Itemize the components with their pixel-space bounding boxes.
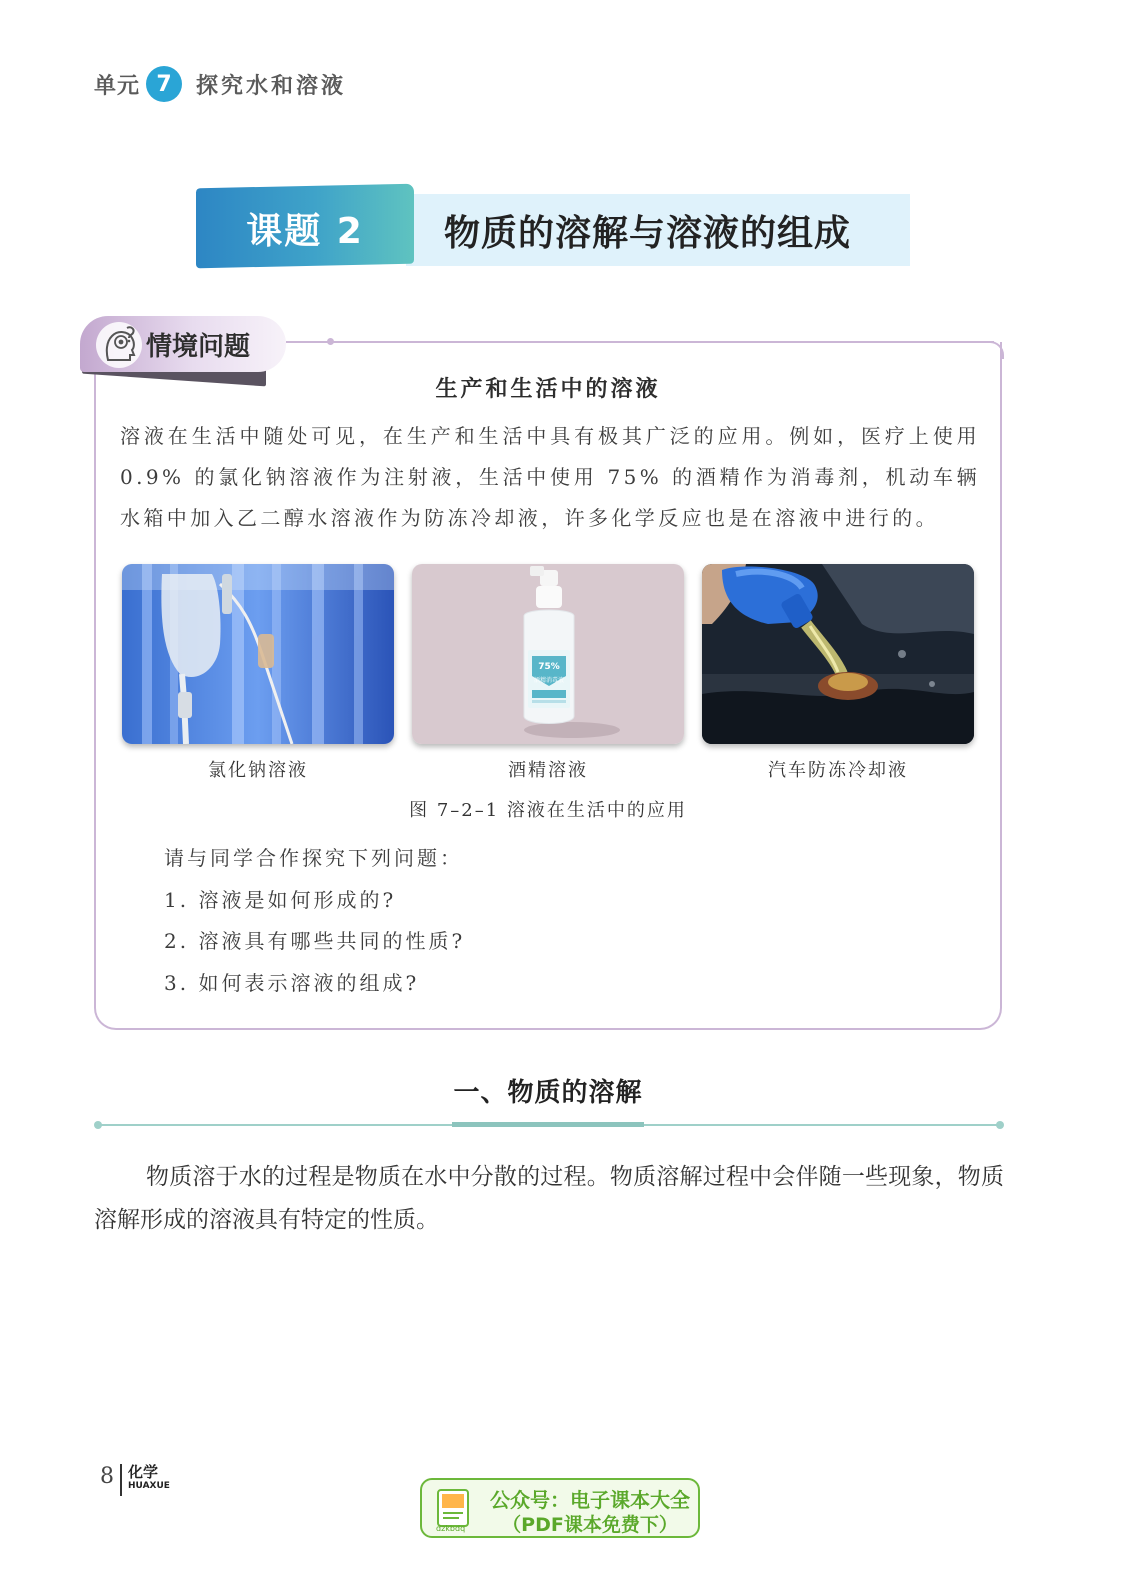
watermark-stamp (420, 1478, 700, 1538)
lesson-banner (196, 186, 910, 268)
figure-caption: 图 7–2–1 溶液在生活中的应用 (409, 800, 687, 821)
antifreeze-photo (702, 564, 974, 744)
unit-label: 单元 (94, 73, 141, 99)
question-item: 3. 如何表示溶液的组成? (164, 971, 420, 995)
scenario-tag (80, 316, 286, 372)
lesson-tag: 课题 2 (246, 210, 364, 252)
unit-number-badge: 7 (146, 66, 182, 102)
section-divider-dot (996, 1121, 1004, 1129)
section-divider-dot (94, 1121, 102, 1129)
scenario-paragraph: 溶液在生活中随处可见，在生产和生活中具有极其广泛的应用。例如，医疗上使用 0.9% 的氯化钠溶液作为注射液，生活中使用 75% 的酒精作为消毒剂，机动车辆水箱中加入乙二醇水溶液作为防冻冷却液，许多化学反应也是在溶液中进行的。 (120, 424, 980, 530)
section-body-text: 物质溶于水的过程是物质在水中分散的过程。物质溶解过程中会伴随一些现象，物质溶解形成的溶液具有特定的性质。 (94, 1164, 1004, 1233)
unit-title: 探究水和溶液 (196, 73, 347, 99)
question-item: 1. 溶液是如何形成的? (164, 888, 397, 912)
bottle-label-text: 酒精消毒液 (533, 677, 565, 684)
page-number: 8 (100, 1464, 114, 1489)
photo-caption-alcohol: 酒精溶液 (508, 760, 588, 781)
stamp-small-text: dzkbdq (436, 1524, 466, 1533)
stamp-line-1: 公众号：电子课本大全 (490, 1488, 690, 1512)
photo-caption-antifreeze: 汽车防冻冷却液 (768, 760, 908, 781)
scenario-frame-dot (327, 338, 334, 345)
thinking-head-icon (94, 320, 144, 370)
scenario-frame-top-line (286, 341, 994, 343)
footer-subject-en: HUAXUE (128, 1481, 170, 1491)
lesson-title: 物质的溶解与溶液的组成 (444, 212, 852, 254)
stamp-line-2: （PDF课本免费下） (502, 1514, 678, 1536)
iv-drip-photo (122, 564, 394, 744)
footer-divider (120, 1464, 122, 1496)
alcohol-bottle-illustration (412, 564, 684, 744)
iv-drip-illustration (122, 564, 394, 744)
alcohol-spray-photo (412, 564, 684, 744)
section-title: 一、物质的溶解 (453, 1078, 643, 1108)
bottle-label-percent: 75% (538, 662, 560, 672)
scenario-heading: 生产和生活中的溶液 (435, 377, 661, 402)
question-item: 2. 溶液具有哪些共同的性质? (164, 929, 466, 953)
scenario-tag-label: 情境问题 (146, 331, 251, 362)
question-prompt: 请与同学合作探究下列问题： (164, 846, 463, 870)
unit-header (94, 64, 346, 104)
section-divider-accent (452, 1122, 644, 1127)
footer-subject: 化学 (128, 1463, 159, 1481)
antifreeze-illustration (702, 564, 974, 744)
photo-caption-sodium-chloride: 氯化钠溶液 (208, 760, 308, 781)
